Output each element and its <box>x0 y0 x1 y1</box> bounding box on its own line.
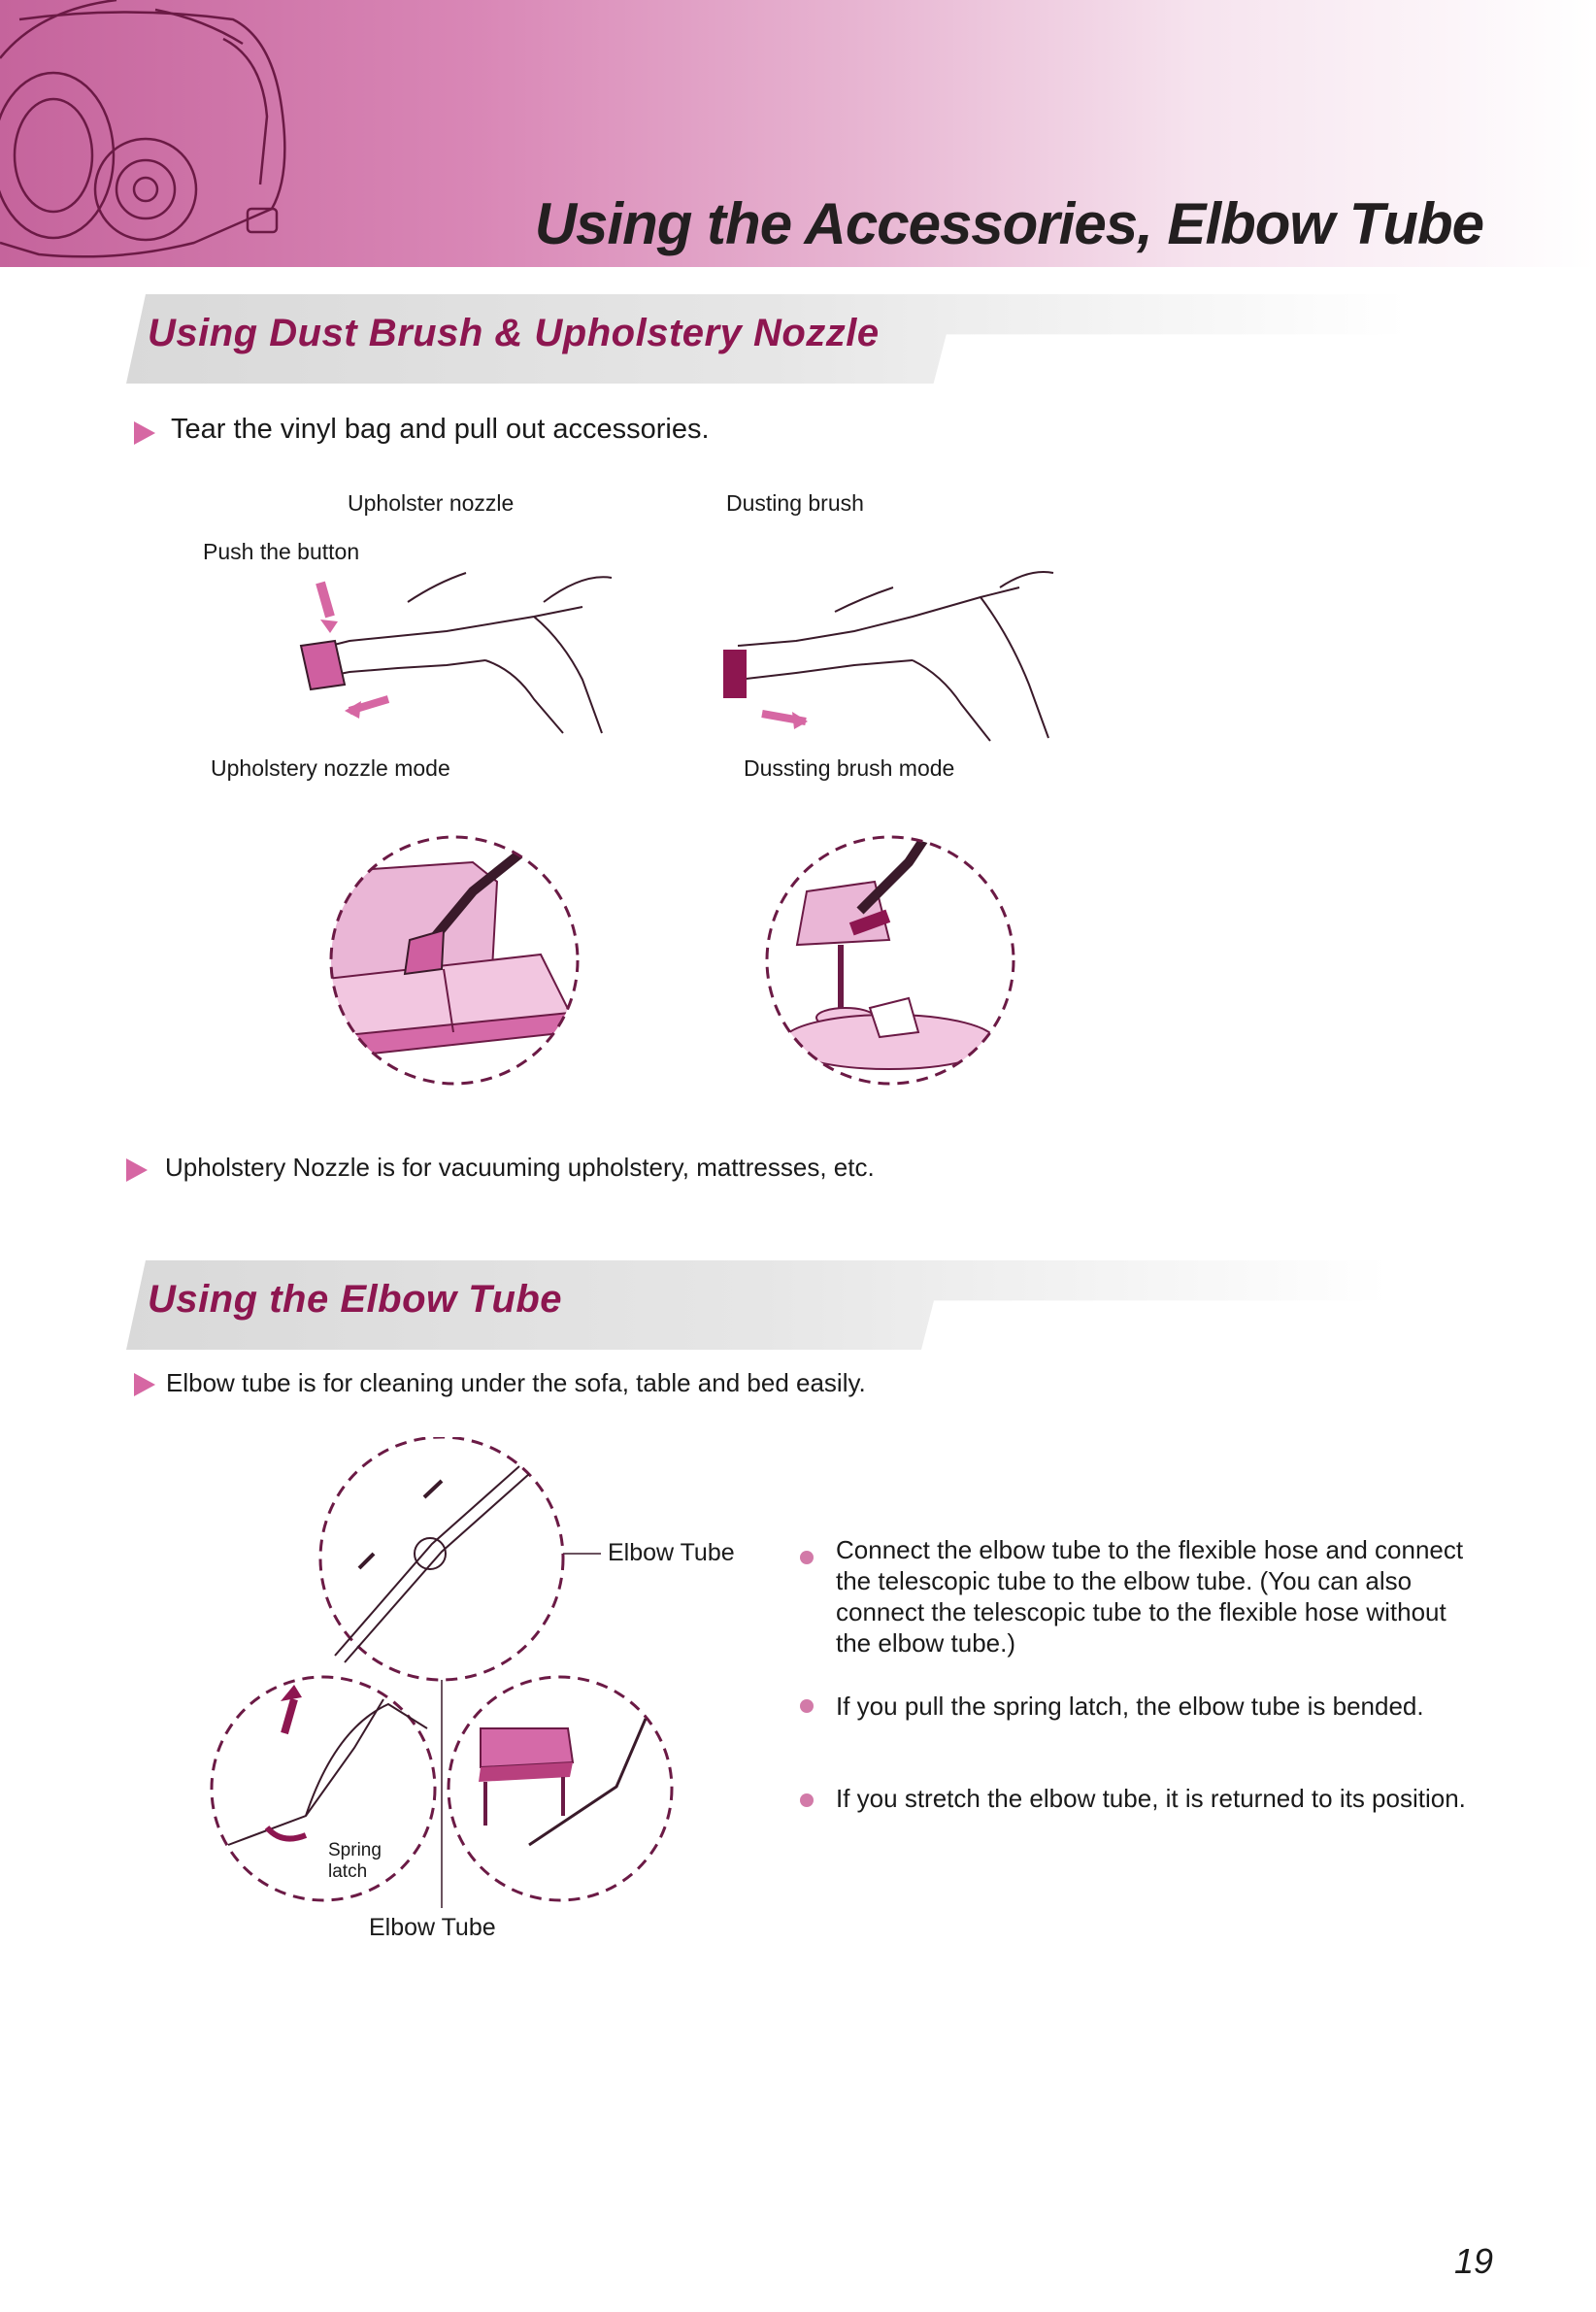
elbow-point-2: If you pull the spring latch, the elbow tube is bended. <box>836 1692 1424 1721</box>
table-cleaning-illustration <box>763 833 1017 1088</box>
label-upholstery-mode: Upholstery nozzle mode <box>211 755 450 781</box>
elbow-point-1: Connect the elbow tube to the flexible hose and connect the telescopic tube to the elbow tube. (You can also connect the telescopic tube to the flexible hose without the elbow tube.) <box>836 1535 1464 1658</box>
intro-text: Tear the vinyl bag and pull out accessories. <box>171 414 710 445</box>
bullet-arrow-icon <box>126 1158 148 1182</box>
label-dusting-brush: Dusting brush <box>726 490 864 516</box>
label-elbow-tube-bottom: Elbow Tube <box>369 1914 496 1941</box>
label-spring-latch <box>328 1840 382 1883</box>
elbow-point-3: If you stretch the elbow tube, it is returned to its position. <box>836 1784 1466 1813</box>
elbow-intro-text: Elbow tube is for cleaning under the sofa, table and bed easily. <box>166 1368 866 1397</box>
vacuum-cleaner-illustration <box>0 0 311 267</box>
section-header-elbow-tube <box>126 1260 1388 1350</box>
dusting-brush-illustration <box>718 568 1058 743</box>
section-header-dust-brush <box>126 294 1408 384</box>
spring-label-line2: latch <box>328 1861 368 1882</box>
upholstery-note: Upholstery Nozzle is for vacuuming upholstery, mattresses, etc. <box>165 1153 875 1182</box>
label-upholster-nozzle: Upholster nozzle <box>348 490 515 516</box>
label-push-button: Push the button <box>203 539 360 564</box>
elbow-tube-diagram <box>209 1437 694 1913</box>
label-elbow-tube-right: Elbow Tube <box>608 1539 735 1566</box>
page-number: 19 <box>1454 2241 1494 2281</box>
page-title: Using the Accessories, Elbow Tube <box>534 191 1483 256</box>
upholstery-nozzle-illustration <box>291 563 621 738</box>
bullet-dot-icon <box>800 1793 814 1807</box>
bullet-dot-icon <box>800 1699 814 1713</box>
section-title: Using Dust Brush & Upholstery Nozzle <box>148 312 880 354</box>
label-dusting-mode: Dussting brush mode <box>744 755 955 781</box>
sofa-cleaning-illustration <box>327 833 582 1088</box>
bullet-arrow-icon <box>134 1373 155 1396</box>
spring-label-line1: Spring <box>328 1840 382 1860</box>
bullet-arrow-icon <box>134 421 155 445</box>
bullet-dot-icon <box>800 1551 814 1564</box>
section-title: Using the Elbow Tube <box>148 1278 563 1321</box>
